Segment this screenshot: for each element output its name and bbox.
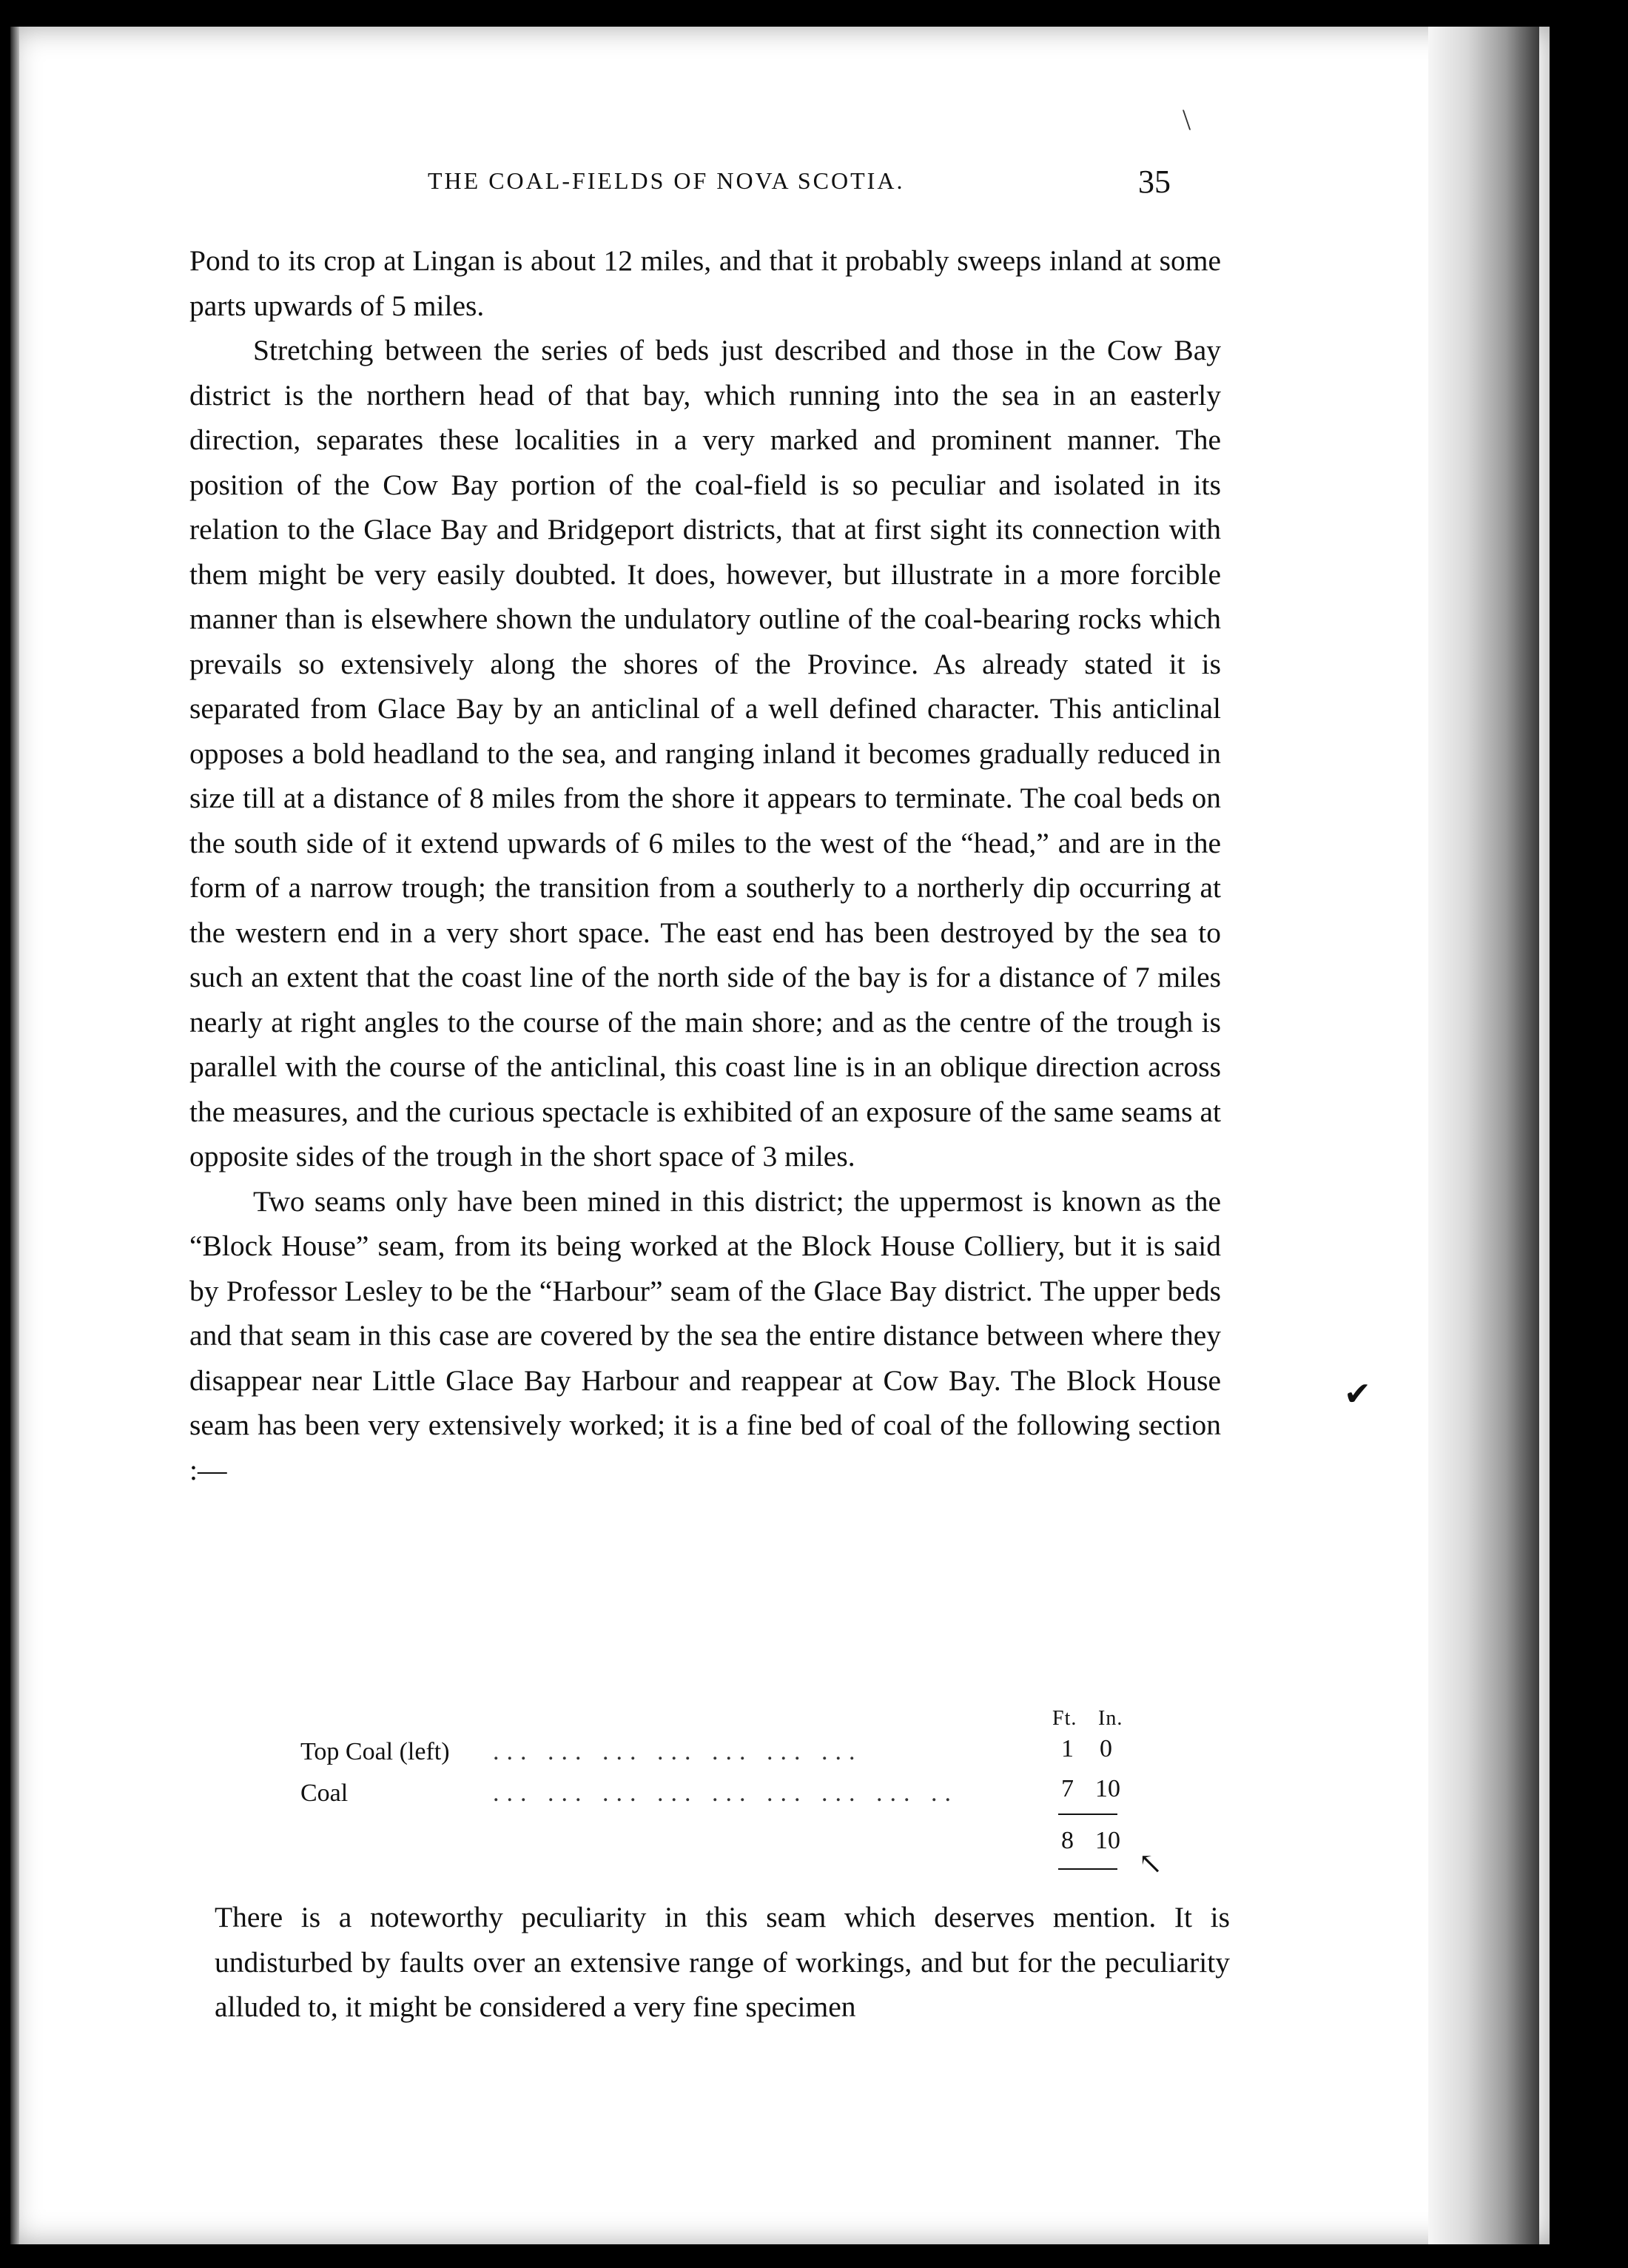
total-in-value: 10 [1095, 1827, 1120, 1854]
row-label: Coal [300, 1779, 349, 1807]
row-label: Top Coal (left) [300, 1738, 450, 1765]
body-text [189, 238, 1221, 1492]
table-header-in: In. [1098, 1707, 1123, 1730]
paragraph-1: Pond to its crop at Lingan is about 12 miles, and that it probably sweeps inland at some parts upwards of 5 miles. [189, 244, 1221, 322]
ink-arrow-mark: ↖ [1138, 1847, 1163, 1880]
page-left-edge [10, 27, 19, 2244]
sum-rule-top [1058, 1814, 1117, 1815]
table-row [300, 1779, 1055, 1808]
row-ft-value: 7 [1061, 1775, 1074, 1802]
leader-dots: ... ... ... ... ... ... ... ... .. [493, 1779, 958, 1807]
sum-rule-bottom [1058, 1868, 1117, 1870]
paragraph-4: There is a noteworthy peculiarity in this seam which deserves mention. It is undisturbed by faults over an extensive range of workings, and but for the peculiarity alluded to, it might be considered a very fine specimen [215, 1901, 1230, 2023]
row-in-value: 0 [1100, 1735, 1112, 1762]
page-right-edge [1428, 27, 1539, 2244]
ink-tick-mark: ✔ [1344, 1376, 1371, 1412]
pencil-mark: \ [1183, 103, 1191, 136]
table-row [300, 1738, 1055, 1766]
row-ft-value: 1 [1061, 1735, 1074, 1762]
paragraph-3: Two seams only have been mined in this district; the uppermost is known as the “Block House” seam, from its being worked at the Block House Colliery, but it is said by Professor Lesley to be the “Harbour” seam of the Glace Bay district. The upper beds and that seam in this case are covered by the sea the entire distance between where they disappear near Little Glace Bay Harbour and reappear at Cow Bay. The Block House seam has been very extensively worked; it is a fine bed of coal of the following section :— [189, 1184, 1221, 1486]
table-header-ft: Ft. [1052, 1707, 1077, 1730]
running-title: THE COAL-FIELDS OF NOVA SCOTIA. [428, 167, 905, 194]
body-text-continued [215, 1895, 1230, 2030]
row-in-value: 10 [1095, 1775, 1120, 1802]
total-ft-value: 8 [1061, 1827, 1074, 1854]
leader-dots: ... ... ... ... ... ... ... [493, 1738, 863, 1765]
page-number: 35 [1138, 164, 1171, 200]
paragraph-2: Stretching between the series of beds just described and those in the Cow Bay district is the northern head of that bay, which running into the sea in an easterly direction, separates these localities in a very marked and prominent manner. The position of the Cow Bay portion of the coal-field is so peculiar and isolated in its relation to the Glace Bay and Bridgeport districts, that at first sight its connection with them might be very easily doubted. It does, however, but illustrate in a more forcible manner than is elsewhere shown the undulatory outline of the coal-bearing rocks which prevails so extensively along the shores of the Province. As already stated it is separated from Glace Bay by an anticlinal of a well defined character. This anticlinal opposes a bold headland to the sea, and ranging inland it becomes gradually reduced in size till at a distance of 8 miles from the shore it appears to terminate. The coal beds on the south side of it extend upwards of 6 miles to the west of the “head,” and are in the form of a narrow trough; the transition from a southerly to a northerly dip occurring at the western end in a very short space. The east end has been destroyed by the sea to such an extent that the coast line of the north side of the bay is for a distance of 7 miles nearly at right angles to the course of the main shore; and as the centre of the trough is parallel with the course of the anticlinal, this coast line is in an oblique direction across the measures, and the curious spectacle is exhibited of an exposure of the same seams at opposite sides of the trough in the short space of 3 miles. [189, 334, 1221, 1172]
